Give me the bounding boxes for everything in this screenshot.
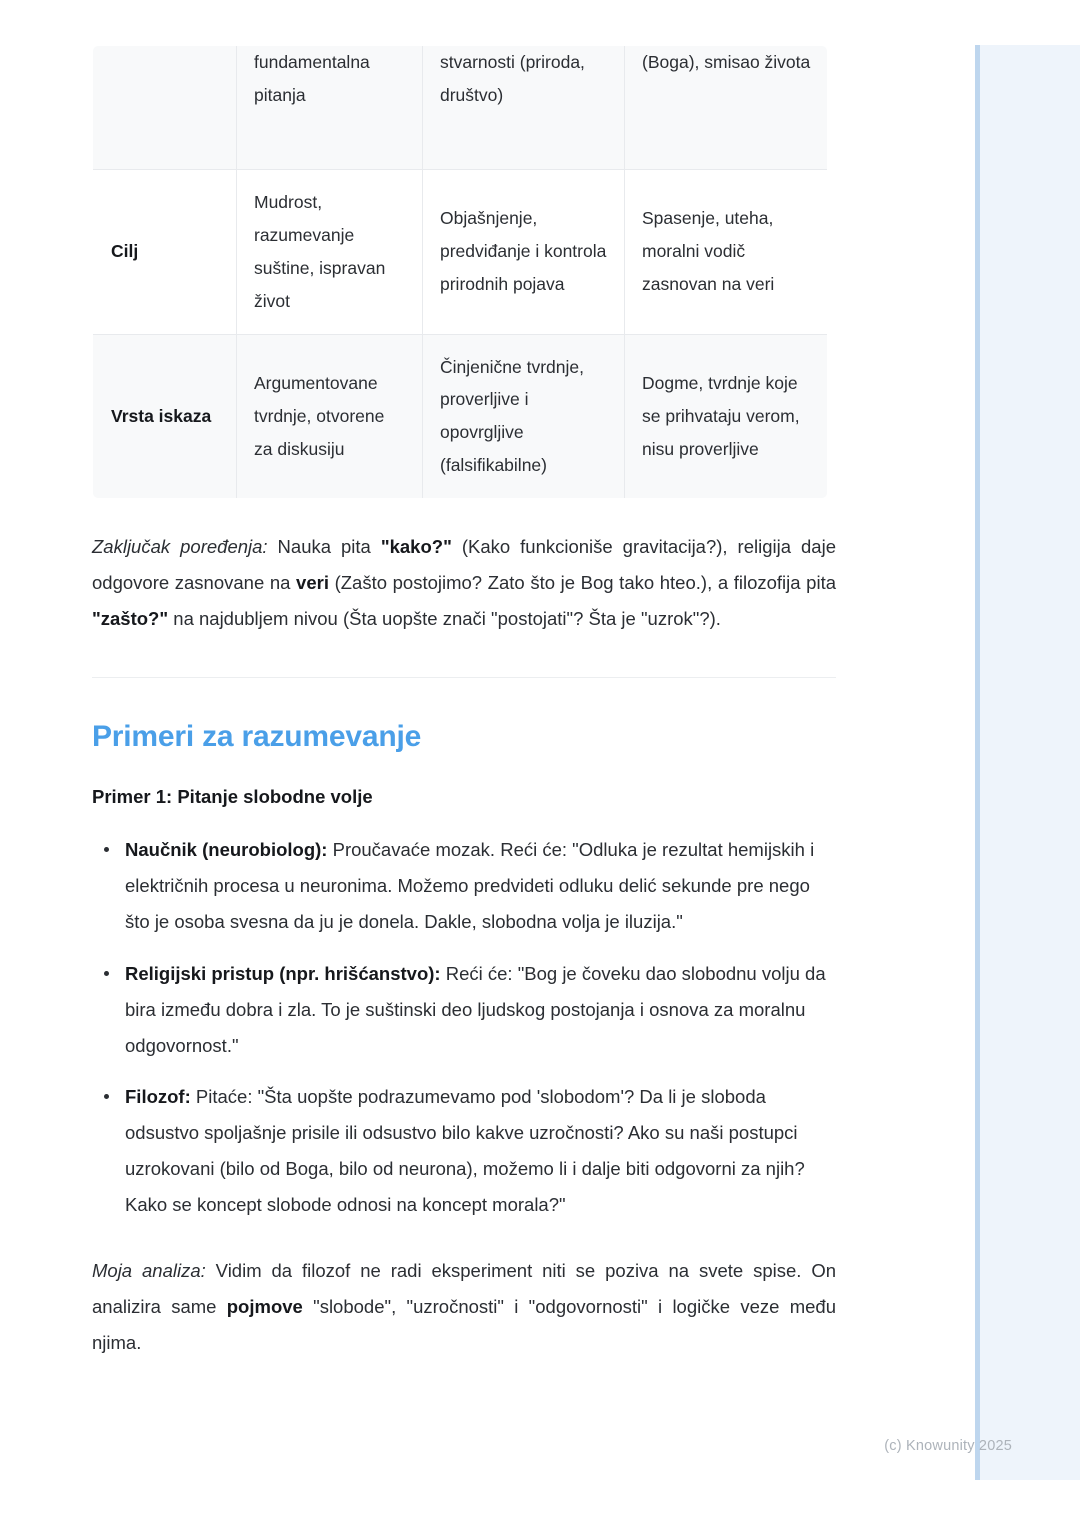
table-cell-filozofija: Mudrost, razumevanje suštine, ispravan život bbox=[237, 170, 423, 335]
table-cell-filozofija: fundamentalna pitanja bbox=[237, 46, 423, 170]
analysis-text-1: Vidim da filozof ne radi eksperiment niti se poziva na svete spise. On analizira same bbox=[92, 1259, 836, 1317]
list-item-lead: Religijski pristup (npr. hrišćanstvo): bbox=[125, 962, 441, 984]
list-item bbox=[92, 1079, 836, 1223]
conclusion-bold-zasto: "zašto?" bbox=[92, 608, 169, 630]
analysis-paragraph bbox=[92, 1253, 836, 1361]
table-cell-religija: (Boga), smisao života bbox=[625, 46, 828, 170]
table-row-header: Cilj bbox=[93, 170, 237, 335]
section-heading: Primeri za razumevanje bbox=[92, 720, 422, 754]
right-side-panel bbox=[975, 45, 1080, 1480]
conclusion-paragraph bbox=[92, 529, 836, 637]
list-item bbox=[92, 956, 836, 1064]
table-cell-religija: Spasenje, uteha, moralni vodič zasnovan na veri bbox=[625, 170, 828, 335]
copyright-watermark: (c) Knowunity 2025 bbox=[884, 1438, 1012, 1454]
table-row bbox=[93, 170, 828, 335]
list-item-text: Reći će: "Bog je čoveku dao slobodnu volju da bira između dobra i zla. To je suštinski deo ljudskog postojanja i osnova za moralnu odgovornost." bbox=[125, 962, 826, 1056]
conclusion-text-3: (Zašto postojimo? Zato što je Bog tako hteo.), a filozofija pita bbox=[328, 572, 836, 594]
analysis-text-2: "slobode", "uzročnosti" i "odgovornosti" i logičke veze među njima. bbox=[92, 1296, 836, 1354]
conclusion-bold-kako: "kako?" bbox=[380, 536, 452, 558]
list-item-lead: Naučnik (neurobiolog): bbox=[125, 839, 328, 861]
table-row bbox=[93, 46, 828, 170]
list-item-lead: Filozof: bbox=[125, 1085, 191, 1107]
table-body bbox=[93, 46, 828, 499]
table-cell-nauka: Objašnjenje, predviđanje i kontrola prirodnih pojava bbox=[423, 170, 625, 335]
conclusion-text-1: Nauka pita bbox=[267, 536, 381, 558]
table-cell-religija: Dogme, tvrdnje koje se prihvataju verom, nisu proverljive bbox=[625, 334, 828, 499]
examples-list bbox=[92, 832, 836, 1223]
list-item-text: Proučavaće mozak. Reći će: "Odluka je rezultat hemijskih i električnih procesa u neuronima. Možemo predvideti odluku delić sekunde pre nego što je osoba svesna da ju je donela. Dakle, slobodna volja je iluzija." bbox=[125, 839, 815, 933]
section-divider bbox=[92, 677, 836, 678]
comparison-table bbox=[92, 45, 828, 499]
table-cell-nauka: stvarnosti (priroda, društvo) bbox=[423, 46, 625, 170]
conclusion-text-2: (Kako funkcioniše gravitacija?), religija daje odgovore zasnovane na bbox=[92, 536, 836, 594]
analysis-label: Moja analiza: bbox=[92, 1259, 206, 1281]
table-row-header bbox=[93, 46, 237, 170]
analysis-bold-pojmove: pojmove bbox=[226, 1296, 303, 1317]
table-row-header: Vrsta iskaza bbox=[93, 334, 237, 499]
conclusion-label: Zaključak poređenja: bbox=[92, 536, 268, 558]
list-item bbox=[92, 832, 836, 940]
table-cell-filozofija: Argumentovane tvrdnje, otvorene za diskusiju bbox=[237, 334, 423, 499]
document-page bbox=[92, 0, 836, 1361]
conclusion-text-4: na najdubljem nivou (Šta uopšte znači "postojati"? Šta je "uzrok"?). bbox=[168, 608, 721, 630]
conclusion-bold-veri: veri bbox=[296, 572, 329, 594]
list-item-text: Pitaće: "Šta uopšte podrazumevamo pod 'slobodom'? Da li je sloboda odsustvo spoljašnje prisile ili odsustvo bilo kakve uzročnosti? Ako su naši postupci uzrokovani (bilo od Boga, bilo od neurona), možemo li i dalje biti odgovorni za njih? Kako se koncept slobode odnosi na koncept morala?" bbox=[125, 1085, 805, 1215]
subsection-heading: Primer 1: Pitanje slobodne volje bbox=[92, 786, 373, 808]
table-row bbox=[93, 334, 828, 499]
table-cell-nauka: Činjenične tvrdnje, proverljive i opovrgljive (falsifikabilne) bbox=[423, 334, 625, 499]
